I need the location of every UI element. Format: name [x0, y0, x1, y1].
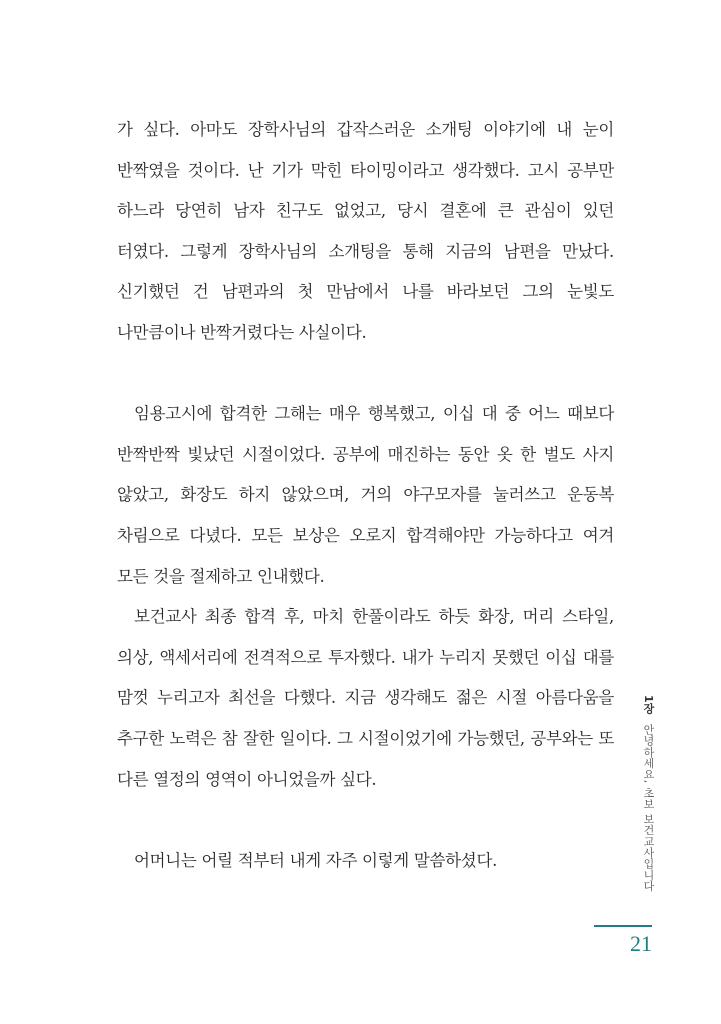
paragraph-1: 가 싶다. 아마도 장학사님의 갑작스러운 소개팅 이야기에 내 눈이 반짝였을 것이다. 난 기가 막힌 타이밍이라고 생각했다. 고시 공부만 하느라 당연히 남자 친구도 없었고, 당시 결혼에 큰 관심이 있던 터였다. 그렇게 장학사님의 소개팅을 통해 지금의 남편을 만났다. 신기했던 건 남편과의 첫 만남에서 나를 바라보던 그의 눈빛도 나만큼이나 반짝거렸다는 사실이다.: [117, 120, 614, 342]
running-head-chapter: 1장: [642, 695, 655, 715]
body-text: [117, 110, 614, 881]
running-head-title: 안녕하세요, 초보 보건교사입니다: [642, 723, 655, 892]
page-number: 21: [630, 931, 652, 956]
page-number-rule: [594, 925, 652, 927]
paragraph-4: 어머니는 어릴 적부터 내게 자주 이렇게 말씀하셨다.: [134, 850, 498, 870]
paragraph-spacer: [117, 354, 614, 395]
paragraph-spacer: [117, 800, 614, 841]
running-head: [640, 695, 656, 892]
paragraph-3: 보건교사 최종 합격 후, 마치 한풀이라도 하듯 화장, 머리 스타일, 의상, 액세서리에 전격적으로 투자했다. 내가 누리지 못했던 이십 대를 맘껏 누리고자 최선을 다했다. 지금 생각해도 젊은 시절 아름다움을 추구한 노력은 참 잘한 일이다. 그 시절이었기에 가능했던, 공부와는 또 다른 열정의 영역이 아니었을까 싶다.: [117, 607, 614, 789]
paragraph-2: 임용고시에 합격한 그해는 매우 행복했고, 이십 대 중 어느 때보다 반짝반짝 빛났던 시절이었다. 공부에 매진하는 동안 옷 한 벌도 사지 않았고, 화장도 하지 않았으며, 거의 야구모자를 눌러쓰고 운동복 차림으로 다녔다. 모든 보상은 오로지 합격해야만 가능하다고 여겨 모든 것을 절제하고 인내했다.: [117, 404, 614, 586]
